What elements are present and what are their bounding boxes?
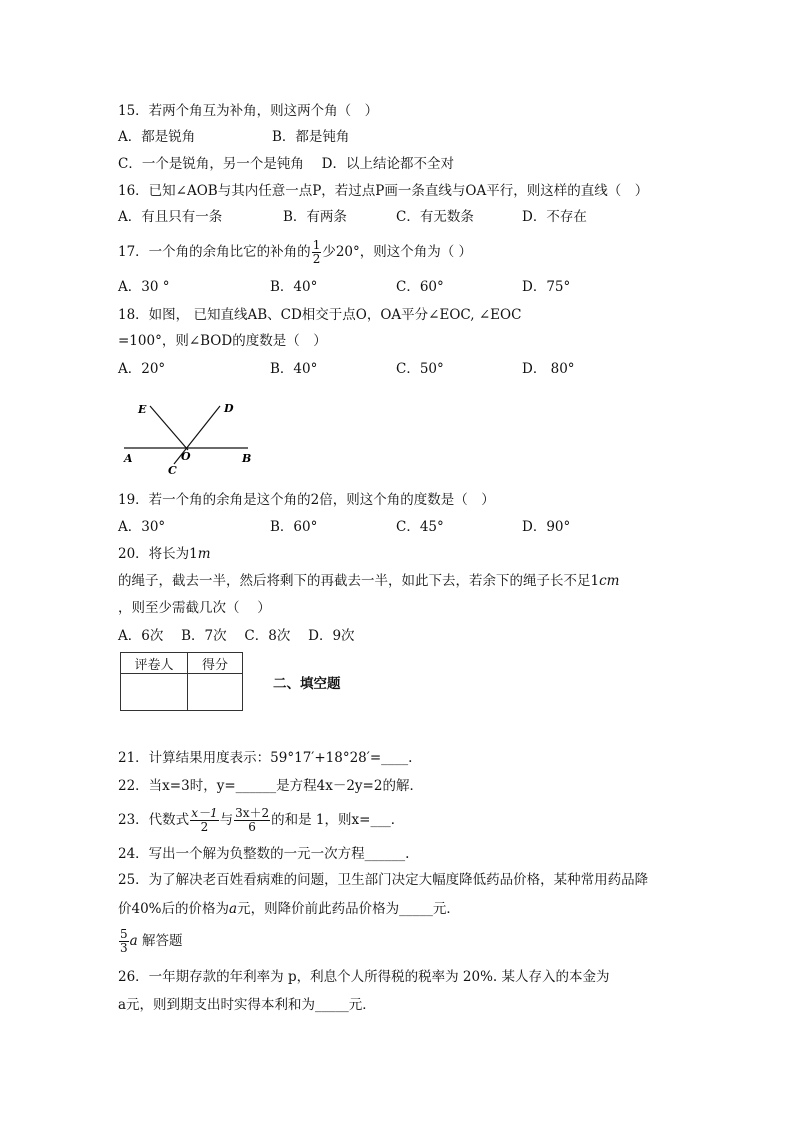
q18-option-b: B．40° bbox=[270, 361, 318, 377]
q17-stem bbox=[118, 238, 472, 266]
label-e: E bbox=[138, 403, 147, 416]
score-table-score: 得分 bbox=[188, 653, 243, 674]
q18-option-d: D． 80° bbox=[522, 361, 575, 377]
q23-pre: 23．代数式 bbox=[118, 812, 190, 828]
q17-option-a: A．30 ° bbox=[118, 279, 170, 295]
q19-option-c: C．45° bbox=[396, 519, 444, 535]
q23-f1-num: x－1 bbox=[191, 806, 218, 820]
q18-option-c: C．50° bbox=[396, 361, 444, 377]
q20-stem-line2 bbox=[118, 572, 619, 590]
score-table bbox=[120, 652, 243, 711]
q16-option-a: A．有且只有一条 bbox=[118, 209, 223, 225]
q20-stem-line1 bbox=[118, 545, 211, 563]
q17-option-d: D．75° bbox=[522, 279, 571, 295]
q23-f2-num: 3x＋2 bbox=[235, 806, 270, 820]
q20-stem1-text: 20．将长为1 bbox=[118, 546, 198, 562]
q21: 21．计算结果用度表示：59°17′+18°28′=____. bbox=[118, 750, 413, 766]
q16-option-d: D．不存在 bbox=[522, 209, 587, 225]
q25-line2 bbox=[118, 900, 460, 918]
q23-post: 的和是 1，则x=___． bbox=[271, 812, 405, 828]
q23-f1-den: 2 bbox=[200, 820, 209, 834]
q18-stem-line2: =100°，则∠BOD的度数是（ ） bbox=[118, 333, 327, 349]
label-c: C bbox=[168, 464, 177, 477]
q17-stem-post: 少20°，则这个角为（ ） bbox=[322, 244, 473, 260]
label-b: B bbox=[242, 452, 252, 465]
score-table-reviewer: 评卷人 bbox=[121, 653, 188, 674]
q25-line2-pre: 价40%后的价格为 bbox=[118, 901, 230, 917]
q17-frac-num: 1 bbox=[312, 238, 321, 252]
q18-figure bbox=[118, 396, 258, 478]
q23-mid: 与 bbox=[219, 812, 234, 828]
q17-fraction bbox=[312, 239, 322, 266]
q16-option-b: B．有两条 bbox=[283, 209, 347, 225]
q17-frac-den: 2 bbox=[312, 252, 321, 266]
q15-option-cd: C．一个是锐角，另一个是钝角 D．以上结论都不全对 bbox=[118, 156, 454, 172]
q17-option-c: C．60° bbox=[396, 279, 444, 295]
q19-option-d: D．90° bbox=[522, 519, 571, 535]
q16-option-c: C．有无数条 bbox=[396, 209, 474, 225]
q20-stem2-text: 的绳子，截去一半，然后将剩下的再截去一半，如此下去，若余下的绳子长不足1 bbox=[118, 573, 600, 589]
q18-option-a: A．20° bbox=[118, 361, 166, 377]
q15-option-b: B．都是钝角 bbox=[272, 129, 350, 145]
q15-stem: 15．若两个角互为补角，则这两个角（ ） bbox=[118, 103, 379, 119]
q20-stem-line3: ，则至少需截几次（ ） bbox=[118, 600, 271, 616]
score-table-reviewer-cell bbox=[121, 674, 188, 711]
q24: 24．写出一个解为负整数的一元一次方程______. bbox=[118, 846, 410, 862]
q20-unit-cm: cm bbox=[599, 573, 620, 589]
stray-num: 5 bbox=[120, 927, 128, 941]
q20-options: A．6次 B．7次 C．8次 D．9次 bbox=[118, 628, 355, 644]
label-d: D bbox=[224, 402, 234, 415]
q19-stem: 19．若一个角的余角是这个角的2倍，则这个角的度数是（ ） bbox=[118, 492, 495, 508]
q25-line1: 25．为了解决老百姓看病难的问题，卫生部门决定大幅度降低药品价格，某种常用药品降 bbox=[118, 872, 649, 888]
q23-f2-den: 6 bbox=[248, 820, 256, 834]
q19-option-b: B．60° bbox=[270, 519, 318, 535]
stray-fraction bbox=[119, 928, 129, 955]
q17-stem-pre: 17．一个角的余角比它的补角的 bbox=[118, 244, 311, 260]
label-a: A bbox=[124, 452, 133, 465]
q15-option-a: A．都是锐角 bbox=[118, 129, 196, 145]
q23-fraction-1 bbox=[190, 807, 218, 834]
q26-line2: a元，则到期支出时实得本利和为_____元． bbox=[118, 997, 376, 1013]
q16-stem: 16．已知∠AOB与其内任意一点P，若过点P画一条直线与OA平行，则这样的直线（ ） bbox=[118, 183, 649, 199]
ray-oe bbox=[150, 406, 188, 450]
q23-fraction-2 bbox=[234, 807, 270, 834]
q22: 22．当x=3时，y=______是方程4x－2y=2的解． bbox=[118, 778, 423, 794]
stray-den: 3 bbox=[120, 941, 128, 955]
label-o: O bbox=[181, 450, 191, 463]
q25-line2-post: 元，则降价前此药品价格为_____元． bbox=[237, 901, 460, 917]
q20-unit-m: m bbox=[197, 546, 211, 562]
q18-stem-line1: 18．如图， 已知直线AB、CD相交于点O，OA平分∠EOC, ∠EOC bbox=[118, 307, 522, 323]
score-table-score-cell bbox=[188, 674, 243, 711]
q17-option-b: B．40° bbox=[270, 279, 318, 295]
solve-title-text: 解答题 bbox=[142, 933, 183, 949]
section-fill-in-title: 二、填空题 bbox=[273, 676, 341, 692]
q23 bbox=[118, 806, 404, 834]
stray-var: a bbox=[129, 933, 138, 949]
q26-line1: 26．一年期存款的年利率为 p，利息个人所得税的税率为 20%. 某人存入的本金为 bbox=[118, 969, 610, 985]
q19-option-a: A．30° bbox=[118, 519, 166, 535]
q25-var-a: a bbox=[229, 901, 238, 917]
section-solve-title bbox=[118, 924, 183, 958]
